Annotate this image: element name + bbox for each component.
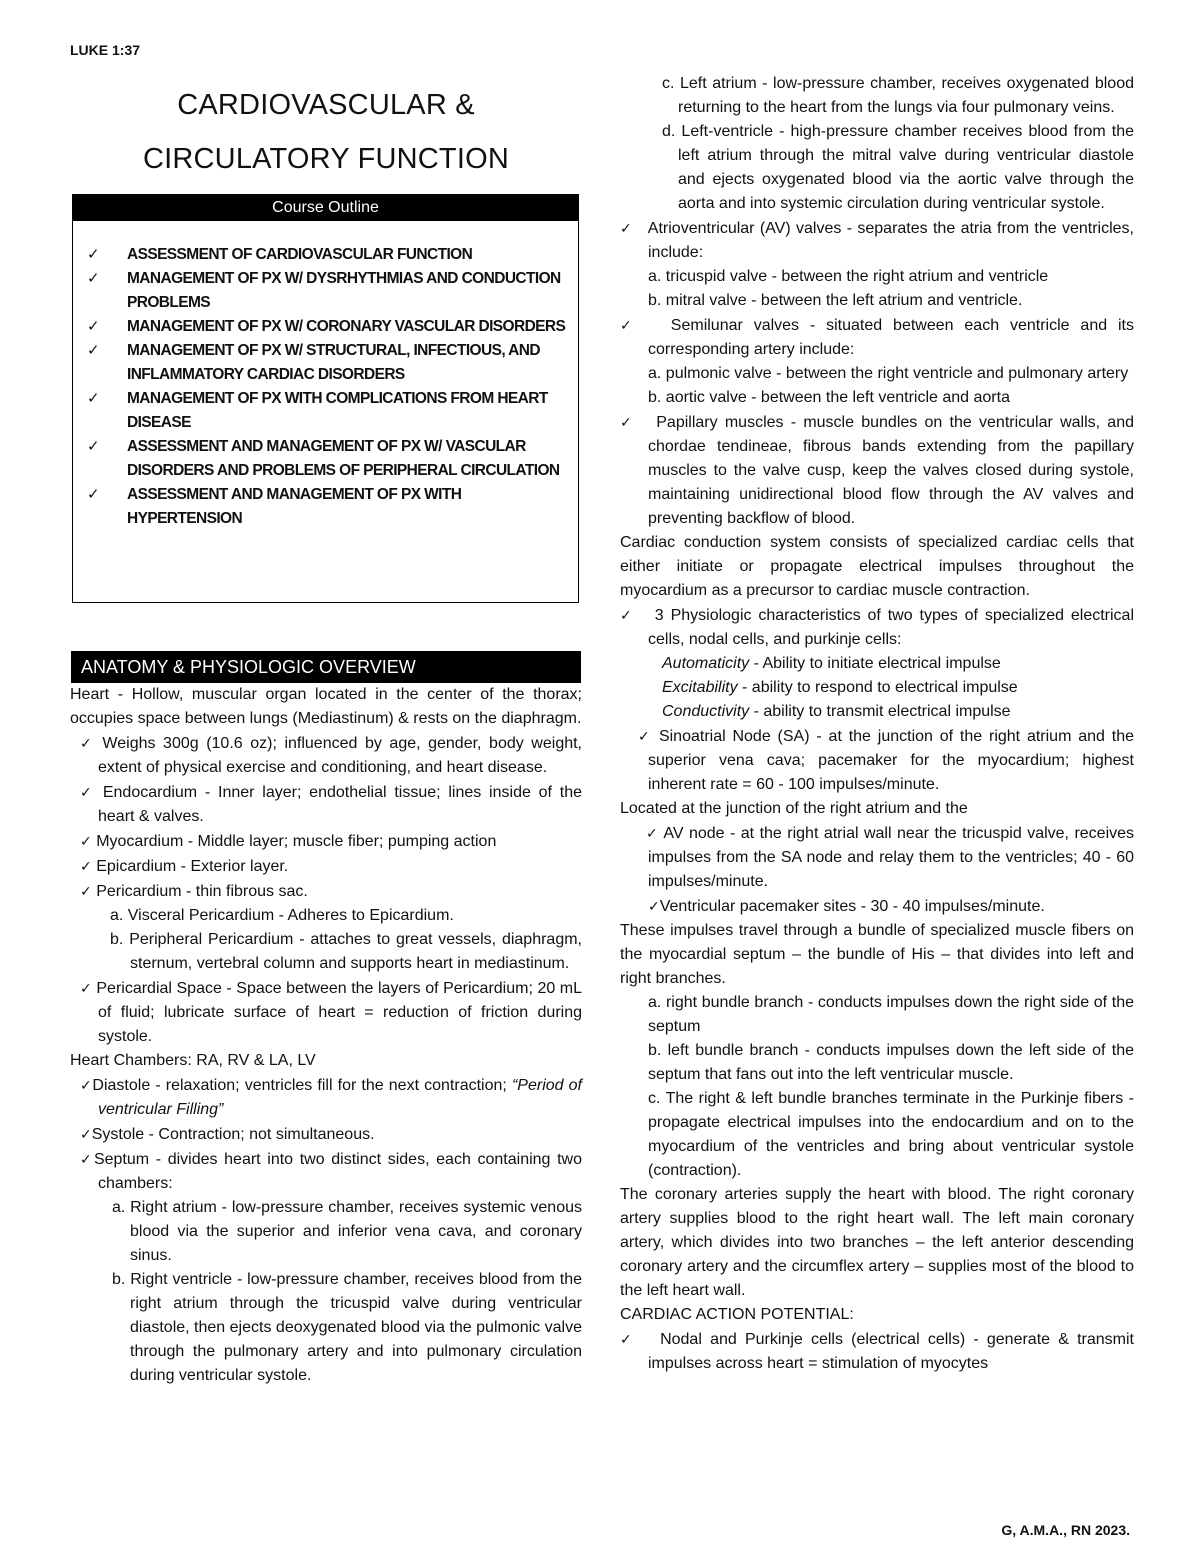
left-column <box>70 78 582 1388</box>
bullet-epicardium: ✓ Epicardium - Exterior layer. <box>80 858 289 875</box>
check-icon: ✓ <box>80 735 95 751</box>
page-header: LUKE 1:37 <box>70 42 141 58</box>
check-icon: ✓ <box>80 1126 92 1142</box>
coronary-arteries: The coronary arteries supply the heart with blood. The right coronary artery supplies blood to the right heart wall. The left main coronary artery, which divides into two branches – the left anterior descending coronary artery and the circumflex artery – supplies most of the blood to the left heart wall. <box>620 1186 1134 1299</box>
automaticity: Automaticity - Ability to initiate electrical impulse <box>662 655 1001 672</box>
visceral-pericardium: a. Visceral Pericardium - Adheres to Epicardium. <box>110 907 454 924</box>
located-junction: Located at the junction of the right atrium and the <box>620 800 968 817</box>
bullet-systole: ✓Systole - Contraction; not simultaneous. <box>80 1126 375 1143</box>
heart-definition: Heart - Hollow, muscular organ located in the center of the thorax; occupies space between lungs (Mediastinum) & rests on the diaphragm. <box>70 686 582 727</box>
aortic-valve: b. aortic valve - between the left ventricle and aorta <box>648 389 1010 406</box>
bullet-pericardial-space: ✓ Pericardial Space - Space between the layers of Pericardium; 20 mL of fluid; lubricate surface of heart = reduction of friction during systole. <box>80 980 582 1045</box>
heart-chambers: Heart Chambers: RA, RV & LA, LV <box>70 1052 316 1069</box>
outline-item-text: MANAGEMENT OF PX WITH COMPLICATIONS FROM HEART DISEASE <box>127 390 548 431</box>
bullet-weighs: ✓ Weighs 300g (10.6 oz); influenced by age, gender, body weight, extent of physical exercise and conditioning, and heart disease. <box>80 735 583 776</box>
check-icon: ✓ <box>620 1331 636 1347</box>
outline-item <box>87 387 570 435</box>
bullet-endocardium: ✓ Endocardium - Inner layer; endothelial tissue; lines inside of the heart & valves. <box>80 784 583 825</box>
outline-item-text: MANAGEMENT OF PX W/ STRUCTURAL, INFECTIOUS, AND INFLAMMATORY CARDIAC DISORDERS <box>127 342 540 383</box>
course-outline-list <box>73 221 578 531</box>
bullet-semilunar: ✓ Semilunar valves - situated between each ventricle and its corresponding artery include: <box>620 317 1134 358</box>
tricuspid-valve: a. tricuspid valve - between the right atrium and ventricle <box>648 268 1049 285</box>
outline-item <box>87 267 570 315</box>
bullet-nodal-purkinje: ✓ Nodal and Purkinje cells (electrical cells) - generate & transmit impulses across heart = stimulation of myocytes <box>620 1331 1134 1372</box>
outline-item <box>87 435 570 483</box>
right-atrium: a. Right atrium - low-pressure chamber, receives systemic venous blood via the superior and inferior vena cava, and coronary sinus. <box>112 1199 582 1264</box>
page-footer: G, A.M.A., RN 2023. <box>1001 1522 1130 1538</box>
excitability: Excitability - ability to respond to electrical impulse <box>662 679 1018 696</box>
right-bundle-branch: a. right bundle branch - conducts impulses down the right side of the septum <box>648 994 1134 1035</box>
left-ventricle: d. Left-ventricle - high-pressure chamber receives blood from the left atrium through the mitral valve during ventricular diastole and ejects oxygenated blood via the aortic valve through the aorta and into systemic circulation during ventricular systole. <box>662 123 1134 212</box>
document-title <box>70 78 582 186</box>
check-icon: ✓ <box>80 858 92 874</box>
outline-item-text: ASSESSMENT AND MANAGEMENT OF PX W/ VASCULAR DISORDERS AND PROBLEMS OF PERIPHERAL CIRCULATION <box>127 438 560 479</box>
check-icon: ✓ <box>87 486 99 503</box>
bullet-ventricular-pacemaker: ✓Ventricular pacemaker sites - 30 - 40 impulses/minute. <box>648 898 1045 915</box>
check-icon: ✓ <box>80 784 96 800</box>
title-line-1: CARDIOVASCULAR & <box>177 89 475 121</box>
cardiac-action-potential: CARDIAC ACTION POTENTIAL: <box>620 1306 854 1323</box>
bullet-papillary: ✓ Papillary muscles - muscle bundles on the ventricular walls, and chordae tendineae, fibrous bands extending from the papillary muscles to the valve cusp, keep the valves closed during systole, maintaining unidirectional blood flow through the AV valves and preventing backflow of blood. <box>620 414 1135 527</box>
outline-item <box>87 315 570 339</box>
check-icon: ✓ <box>620 414 635 430</box>
course-outline-box <box>72 194 579 603</box>
bullet-sa-node: ✓ Sinoatrial Node (SA) - at the junction of the right atrium and the superior vena cava; pacemaker for the myocardium; highest inherent rate = 60 - 100 impulses/minute. <box>638 728 1134 793</box>
bullet-three-characteristics: ✓ 3 Physiologic characteristics of two types of specialized electrical cells, nodal cells, and purkinje cells: <box>620 607 1134 648</box>
outline-item <box>87 339 570 387</box>
check-icon: ✓ <box>87 246 99 263</box>
check-icon: ✓ <box>80 833 92 849</box>
right-ventricle: b. Right ventricle - low-pressure chamber, receives blood from the right atrium through the tricuspid valve during ventricular diastole, then ejects deoxygenated blood via the pulmonic valve through the pulmonary artery and into pulmonary circulation during ventricular systole. <box>112 1271 582 1384</box>
check-icon: ✓ <box>80 883 92 899</box>
title-line-2: CIRCULATORY FUNCTION <box>142 143 509 175</box>
check-icon: ✓ <box>638 728 653 744</box>
check-icon: ✓ <box>87 318 99 335</box>
check-icon: ✓ <box>646 825 659 841</box>
check-icon: ✓ <box>87 342 99 359</box>
outline-item-text: ASSESSMENT OF CARDIOVASCULAR FUNCTION <box>127 246 473 263</box>
bullet-pericardium: ✓ Pericardium - thin fibrous sac. <box>80 883 308 900</box>
check-icon: ✓ <box>620 317 639 333</box>
course-outline-heading: Course Outline <box>73 195 578 221</box>
impulses-travel: These impulses travel through a bundle of specialized muscle fibers on the myocardial septum – the bundle of His – that divides into left and right branches. <box>620 922 1134 987</box>
check-icon: ✓ <box>87 270 99 287</box>
peripheral-pericardium: b. Peripheral Pericardium - attaches to great vessels, diaphragm, sternum, vertebral column and supports heart in mediastinum. <box>110 931 582 972</box>
check-icon: ✓ <box>87 438 99 455</box>
check-icon: ✓ <box>620 220 633 236</box>
left-bundle-branch: b. left bundle branch - conducts impulses down the left side of the septum that fans out into the left ventricular muscle. <box>648 1042 1134 1083</box>
mitral-valve: b. mitral valve - between the left atrium and ventricle. <box>648 292 1023 309</box>
check-icon: ✓ <box>620 607 635 623</box>
outline-item <box>87 243 570 267</box>
check-icon: ✓ <box>648 898 660 914</box>
pulmonic-valve: a. pulmonic valve - between the right ventricle and pulmonary artery <box>648 365 1129 382</box>
bullet-av-valves: ✓ Atrioventricular (AV) valves - separates the atria from the ventricles, include: <box>620 220 1135 261</box>
outline-item-text: MANAGEMENT OF PX W/ CORONARY VASCULAR DISORDERS <box>127 318 566 335</box>
check-icon: ✓ <box>80 1151 94 1167</box>
left-atrium: c. Left atrium - low-pressure chamber, receives oxygenated blood returning to the heart from the lungs via four pulmonary veins. <box>662 75 1134 116</box>
section-heading: ANATOMY & PHYSIOLOGIC OVERVIEW <box>71 651 581 683</box>
outline-item <box>87 483 570 531</box>
bullet-myocardium: ✓ Myocardium - Middle layer; muscle fiber; pumping action <box>80 833 497 850</box>
outline-item-text: MANAGEMENT OF PX W/ DYSRHYTHMIAS AND CONDUCTION PROBLEMS <box>127 270 561 311</box>
bullet-av-node: ✓ AV node - at the right atrial wall near the tricuspid valve, receives impulses from the SA node and relay them to the ventricles; 40 - 60 impulses/minute. <box>646 825 1135 890</box>
check-icon: ✓ <box>80 1077 93 1093</box>
outline-item-text: ASSESSMENT AND MANAGEMENT OF PX WITH HYPERTENSION <box>127 486 462 527</box>
conductivity: Conductivity - ability to transmit electrical impulse <box>662 703 1011 720</box>
purkinje-fibers: c. The right & left bundle branches terminate in the Purkinje fibers - propagate electrical impulses into the endocardium and on to the myocardium of the ventricles and bring about ventricular systole (contraction). <box>648 1090 1134 1179</box>
check-icon: ✓ <box>87 390 99 407</box>
bullet-diastole: ✓Diastole - relaxation; ventricles fill for the next contraction; “Period of ventricular Filling” <box>80 1077 583 1118</box>
bullet-septum: ✓Septum - divides heart into two distinct sides, each containing two chambers: <box>80 1151 582 1192</box>
right-column <box>620 72 1134 1376</box>
conduction-system: Cardiac conduction system consists of specialized cardiac cells that either initiate or propagate electrical impulses throughout the myocardium as a precursor to cardiac muscle contraction. <box>620 534 1134 599</box>
check-icon: ✓ <box>80 980 92 996</box>
